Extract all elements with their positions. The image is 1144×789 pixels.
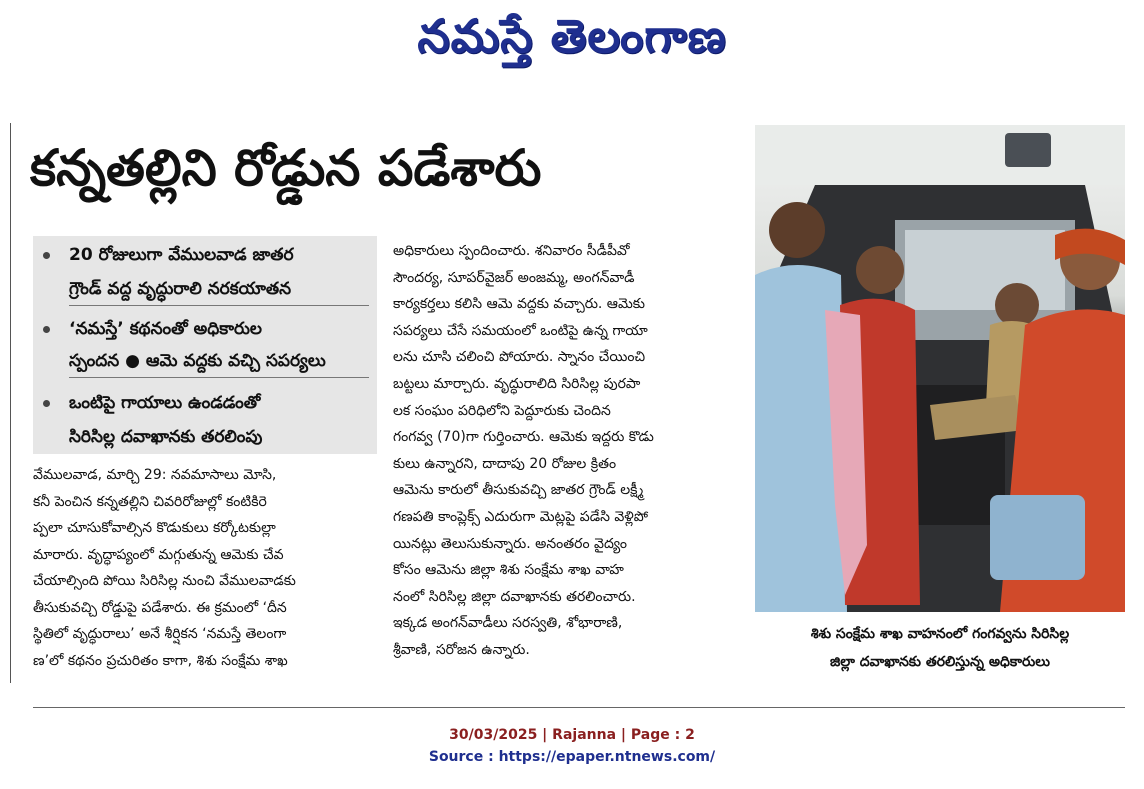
- body-line: లను చూసి చలించి పోయారు. స్నానం చేయించి: [393, 349, 646, 366]
- body-line: కార్యకర్తలు కలిసి ఆమె వద్దకు వచ్చారు. ఆమెకు: [393, 296, 645, 313]
- body-line: తీసుకువచ్చి రోడ్డుపై పడేశారు. ఈ క్రమంలో ‘దీన: [33, 599, 287, 616]
- highlight-line: ‘నమస్తే’ కథనంతో అధికారుల: [69, 319, 262, 339]
- newspaper-logo: నమస్తే తెలంగాణ: [417, 9, 727, 63]
- body-line: సపర్యలు చేసే సమయంలో ఒంటిపై ఉన్న గాయా: [393, 322, 648, 339]
- highlight-line: స్పందన ● ఆమె వద్దకు వచ్చి సపర్యలు: [69, 351, 326, 371]
- body-line: అధికారులు స్పందించారు. శనివారం సీడీపీవో: [393, 243, 630, 259]
- body-line: చేయాల్సింది పోయి సిరిసిల్ల నుంచి వేములవాడకు: [33, 573, 296, 589]
- body-line: ఇక్కడ అంగన్‌వాడీలు సరస్వతి, శోభారాణి,: [393, 615, 623, 632]
- news-photo-illustration: [755, 125, 1125, 612]
- caption-line: జిల్లా దవాఖానకు తరలిస్తున్న అధికారులు: [830, 654, 1050, 670]
- caption-line: శిశు సంక్షేమ శాఖ వాహనంలో గంగవ్వను సిరిసిల్ల: [810, 626, 1070, 642]
- body-line: యినట్లు తెలుసుకున్నారు. అనంతరం వైద్యం: [393, 535, 627, 552]
- highlight-line: ఒంటిపై గాయాలు ఉండడంతో: [69, 393, 261, 413]
- highlight-line: గ్రౌండ్ వద్ద వృద్ధురాలి నరకయాతన: [69, 279, 292, 299]
- body-line: శ్రీవాణి, సరోజన ఉన్నారు.: [393, 641, 530, 658]
- body-line: నంలో సిరిసిల్ల జిల్లా దవాఖానకు తరలించారు.: [393, 588, 636, 605]
- body-line: కనీ పెంచిన కన్నతల్లిని చివరిరోజుల్లో కంటికిరె: [33, 493, 267, 510]
- body-line: గంగవ్వ (70)గా గుర్తించారు. ఆమెకు ఇద్దరు కొడు: [393, 429, 654, 446]
- highlights-box: [33, 236, 377, 454]
- divider: [69, 377, 369, 378]
- body-line: స్థితిలో వృద్ధురాలు’ అనే శీర్షికన ‘నమస్తే తెలంగా: [33, 626, 287, 642]
- bullet-icon: [43, 326, 50, 333]
- body-line: మారారు. వృద్ధాప్యంలో మగ్గుతున్న ఆమెకు చేవ: [33, 546, 284, 563]
- article-body-left: [33, 462, 377, 674]
- body-line: ణ’లో కథనం ప్రచురితం కాగా, శిశు సంక్షేమ శాఖ: [33, 652, 288, 669]
- body-line: ప్పలా చూసుకోవాల్సిన కొడుకులు కర్కోటకుల్లా: [33, 520, 276, 536]
- source-link[interactable]: Source : https://epaper.ntnews.com/: [428, 749, 716, 765]
- divider: [69, 305, 369, 306]
- news-photo: [755, 125, 1125, 612]
- body-line: గణపతి కాంప్లెక్స్ ఎదురుగా మెట్లపై పడేసి వెళ్లిపో: [393, 508, 649, 525]
- body-line: ఆమెను కారులో తీసుకువచ్చి జాతర గ్రౌండ్ లక్ష్మీ: [393, 482, 644, 499]
- body-line: కోసం ఆమెను జిల్లా శిశు సంక్షేమ శాఖ వాహ: [393, 562, 624, 579]
- body-line: బట్టలు మార్చారు. వృద్ధురాలిది సిరిసిల్ల పురపా: [393, 375, 641, 392]
- page-footer: [0, 724, 1144, 768]
- article-headline: కన్నతల్లిని రోడ్డున పడేశారు: [30, 139, 542, 197]
- edition-info: 30/03/2025 | Rajanna | Page : 2: [449, 727, 695, 743]
- left-margin-rule: [10, 123, 11, 683]
- body-line: కులు ఉన్నారని, దాదాపు 20 రోజుల క్రితం: [393, 455, 617, 472]
- footer-rule: [33, 707, 1125, 708]
- bullet-icon: [43, 252, 50, 259]
- photo-caption: [756, 620, 1124, 676]
- bullet-icon: [43, 400, 50, 407]
- article-body-middle: [393, 238, 733, 664]
- body-line: సౌందర్య, సూపర్‌వైజర్ అంజమ్మ, అంగన్‌వాడీ: [393, 269, 635, 286]
- highlight-line: సిరిసిల్ల దవాఖానకు తరలింపు: [69, 427, 263, 447]
- body-line: వేములవాడ, మార్చి 29: నవమాసాలు మోసి,: [33, 467, 277, 483]
- highlight-line: 20 రోజులుగా వేములవాడ జాతర: [69, 245, 294, 265]
- body-line: లక సంఘం పరిధిలోని పెద్దూరుకు చెందిన: [393, 402, 611, 419]
- masthead: [0, 0, 1144, 84]
